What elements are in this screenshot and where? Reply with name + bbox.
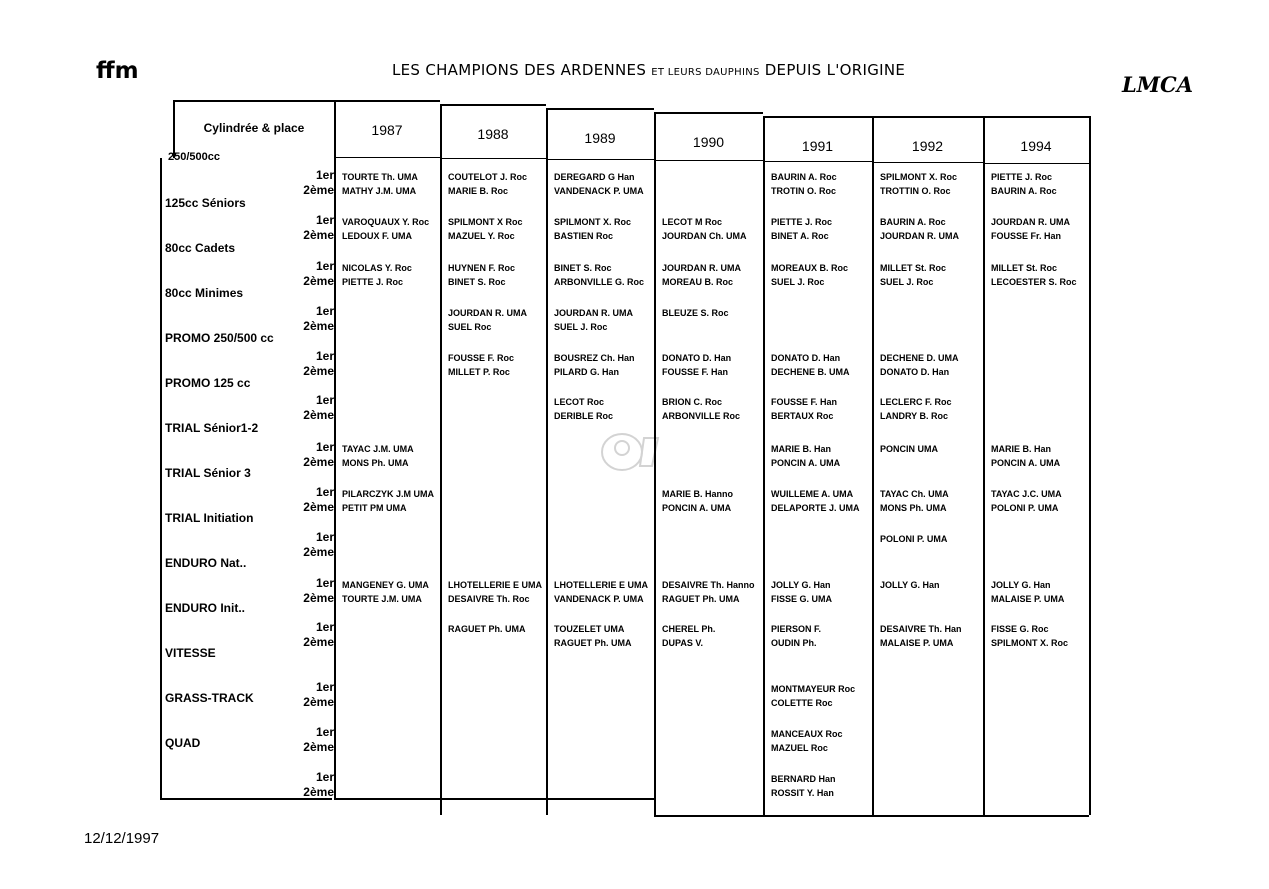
- result-second: ROSSIT Y. Han: [771, 788, 834, 798]
- result-second: OUDIN Ph.: [771, 638, 817, 648]
- result-first: DONATO D. Han: [771, 353, 841, 363]
- result-second: MARIE B. Roc: [448, 186, 509, 196]
- result-second: DECHENE B. UMA: [771, 367, 850, 377]
- result-first: SPILMONT X. Roc: [554, 217, 632, 227]
- place-first: 1er: [315, 725, 334, 739]
- category-label: TRIAL Sénior1-2: [165, 421, 259, 435]
- place-second: 2ème: [303, 695, 334, 709]
- result-first: JOURDAN R. UMA: [991, 217, 1071, 227]
- result-second: PONCIN A. UMA: [771, 458, 841, 468]
- column-divider: [763, 116, 765, 815]
- column-divider: [334, 100, 336, 798]
- result-second: BERTAUX Roc: [771, 411, 834, 421]
- category-label: VITESSE: [165, 646, 216, 660]
- result-first: LECOT Roc: [554, 397, 605, 407]
- year-header-1988: 1988: [477, 126, 509, 142]
- header-bottom-border: [546, 159, 654, 160]
- column-divider: [440, 104, 442, 815]
- result-first: MONTMAYEUR Roc: [771, 684, 856, 694]
- result-first: TAYAC Ch. UMA: [880, 489, 949, 499]
- place-first: 1er: [315, 440, 334, 454]
- result-second: PETIT PM UMA: [342, 503, 407, 513]
- result-first: LHOTELLERIE E UMA: [448, 580, 542, 590]
- result-first: POLONI P. UMA: [880, 534, 948, 544]
- result-first: PIETTE J. Roc: [771, 217, 833, 227]
- place-first: 1er: [315, 213, 334, 227]
- result-first: PONCIN UMA: [880, 444, 938, 454]
- column-top-border: [763, 116, 872, 118]
- column-bottom-border: [334, 798, 440, 800]
- category-label: PROMO 125 cc: [165, 376, 251, 390]
- category-label: 250/500cc: [168, 151, 220, 163]
- result-first: FOUSSE F. Han: [771, 397, 838, 407]
- header-bottom-border: [872, 162, 983, 163]
- result-second: LECOESTER S. Roc: [991, 277, 1077, 287]
- result-second: MONS Ph. UMA: [342, 458, 409, 468]
- result-first: JOURDAN R. UMA: [448, 308, 528, 318]
- table-right-border: [1089, 116, 1091, 815]
- result-second: MALAISE P. UMA: [991, 594, 1065, 604]
- result-second: BAURIN A. Roc: [991, 186, 1057, 196]
- result-first: PILARCZYK J.M UMA: [342, 489, 434, 499]
- place-second: 2ème: [303, 635, 334, 649]
- place-first: 1er: [315, 485, 334, 499]
- result-first: DONATO D. Han: [662, 353, 732, 363]
- column-top-border: [654, 112, 763, 114]
- result-first: MARIE B. Han: [991, 444, 1052, 454]
- result-second: BINET A. Roc: [771, 231, 829, 241]
- result-second: BASTIEN Roc: [554, 231, 614, 241]
- result-first: TAYAC J.M. UMA: [342, 444, 414, 454]
- column-bottom-border: [872, 815, 983, 817]
- result-first: JOLLY G. Han: [991, 580, 1051, 590]
- result-second: DERIBLE Roc: [554, 411, 614, 421]
- result-second: FISSE G. UMA: [771, 594, 833, 604]
- result-first: SPILMONT X Roc: [448, 217, 523, 227]
- category-label: TRIAL Initiation: [165, 511, 254, 525]
- header-bottom-border: [440, 158, 546, 159]
- watermark-seal-icon: [592, 428, 672, 476]
- result-second: FOUSSE F. Han: [662, 367, 729, 377]
- result-first: NICOLAS Y. Roc: [342, 263, 412, 273]
- place-first: 1er: [315, 576, 334, 590]
- result-second: DESAIVRE Th. Roc: [448, 594, 530, 604]
- result-second: VANDENACK P. UMA: [554, 594, 644, 604]
- result-first: COUTELOT J. Roc: [448, 172, 528, 182]
- result-first: DESAIVRE Th. Hanno: [662, 580, 755, 590]
- result-first: MARIE B. Hanno: [662, 489, 733, 499]
- result-second: SUEL Roc: [448, 322, 492, 332]
- result-second: SUEL J. Roc: [554, 322, 608, 332]
- place-second: 2ème: [303, 183, 334, 197]
- place-first: 1er: [315, 349, 334, 363]
- result-first: MANCEAUX Roc: [771, 729, 843, 739]
- result-second: RAGUET Ph. UMA: [554, 638, 632, 648]
- year-header-1992: 1992: [911, 138, 944, 154]
- ffm-logo: ffm: [96, 58, 139, 84]
- result-second: PONCIN A. UMA: [991, 458, 1061, 468]
- year-header-1991: 1991: [801, 138, 834, 154]
- result-first: DEREGARD G Han: [554, 172, 635, 182]
- title-end: DEPUIS L'ORIGINE: [764, 61, 906, 79]
- category-label: 80cc Minimes: [165, 286, 244, 300]
- result-second: VANDENACK P. UMA: [554, 186, 644, 196]
- result-first: BRION C. Roc: [662, 397, 723, 407]
- result-first: TOUZELET UMA: [554, 624, 625, 634]
- result-second: ARBONVILLE G. Roc: [554, 277, 645, 287]
- result-first: PIERSON F.: [771, 624, 822, 634]
- result-first: BLEUZE S. Roc: [662, 308, 729, 318]
- result-second: RAGUET Ph. UMA: [662, 594, 740, 604]
- result-second: SPILMONT X. Roc: [991, 638, 1069, 648]
- place-second: 2ème: [303, 500, 334, 514]
- place-first: 1er: [315, 620, 334, 634]
- result-second: JOURDAN Ch. UMA: [662, 231, 747, 241]
- year-header-1994: 1994: [1020, 138, 1052, 154]
- result-second: TOURTE J.M. UMA: [342, 594, 422, 604]
- place-second: 2ème: [303, 228, 334, 242]
- place-first: 1er: [315, 259, 334, 273]
- column-bottom-border: [546, 798, 654, 800]
- title-main: LES CHAMPIONS DES ARDENNES: [392, 61, 647, 79]
- column-bottom-border: [654, 815, 763, 817]
- column-divider: [983, 116, 985, 815]
- category-label: PROMO 250/500 cc: [165, 331, 274, 345]
- result-first: BAURIN A. Roc: [880, 217, 946, 227]
- place-first: 1er: [315, 770, 334, 784]
- result-first: MILLET St. Roc: [991, 263, 1057, 273]
- result-second: MAZUEL Y. Roc: [448, 231, 515, 241]
- result-first: BINET S. Roc: [554, 263, 612, 273]
- result-first: MANGENEY G. UMA: [342, 580, 429, 590]
- result-first: RAGUET Ph. UMA: [448, 624, 526, 634]
- result-second: DUPAS V.: [662, 638, 704, 648]
- result-second: MOREAU B. Roc: [662, 277, 734, 287]
- column-top-border: [440, 104, 546, 106]
- result-second: PONCIN A. UMA: [662, 503, 732, 513]
- result-second: MAZUEL Roc: [771, 743, 828, 753]
- result-first: MILLET St. Roc: [880, 263, 946, 273]
- place-second: 2ème: [303, 408, 334, 422]
- header-bottom-border: [763, 161, 872, 162]
- column-divider: [654, 112, 656, 815]
- result-first: JOURDAN R. UMA: [554, 308, 634, 318]
- category-label: ENDURO Nat..: [165, 556, 247, 570]
- column-divider: [872, 116, 874, 815]
- column-top-border: [983, 116, 1089, 118]
- result-second: POLONI P. UMA: [991, 503, 1059, 513]
- result-second: LEDOUX F. UMA: [342, 231, 413, 241]
- result-first: PIETTE J. Roc: [991, 172, 1053, 182]
- result-second: DELAPORTE J. UMA: [771, 503, 860, 513]
- result-first: MARIE B. Han: [771, 444, 832, 454]
- column-bottom-border: [983, 815, 1089, 817]
- place-second: 2ème: [303, 319, 334, 333]
- result-first: FISSE G. Roc: [991, 624, 1049, 634]
- table-header-top-border: [173, 100, 335, 102]
- result-second: JOURDAN R. UMA: [880, 231, 960, 241]
- column-top-border: [872, 116, 983, 118]
- result-first: TAYAC J.C. UMA: [991, 489, 1062, 499]
- result-first: FOUSSE F. Roc: [448, 353, 515, 363]
- result-second: BINET S. Roc: [448, 277, 506, 287]
- year-header-1990: 1990: [692, 134, 725, 150]
- category-label: 125cc Séniors: [165, 196, 246, 210]
- result-first: SPILMONT X. Roc: [880, 172, 958, 182]
- result-first: WUILLEME A. UMA: [771, 489, 854, 499]
- place-first: 1er: [315, 168, 334, 182]
- result-first: DESAIVRE Th. Han: [880, 624, 962, 634]
- result-first: LHOTELLERIE E UMA: [554, 580, 648, 590]
- category-label: 80cc Cadets: [165, 241, 236, 255]
- place-second: 2ème: [303, 591, 334, 605]
- header-bottom-border: [654, 160, 763, 161]
- result-first: HUYNEN F. Roc: [448, 263, 516, 273]
- category-label: ENDURO Init..: [165, 601, 245, 615]
- column-bottom-border: [440, 798, 546, 800]
- result-second: TROTTIN O. Roc: [880, 186, 951, 196]
- result-first: DECHENE D. UMA: [880, 353, 959, 363]
- result-first: MOREAUX B. Roc: [771, 263, 849, 273]
- result-first: BOUSREZ Ch. Han: [554, 353, 635, 363]
- result-first: BAURIN A. Roc: [771, 172, 837, 182]
- result-second: MONS Ph. UMA: [880, 503, 947, 513]
- result-first: BERNARD Han: [771, 774, 836, 784]
- result-second: MILLET P. Roc: [448, 367, 510, 377]
- header-bottom-border: [983, 163, 1089, 164]
- result-first: JOURDAN R. UMA: [662, 263, 742, 273]
- result-first: LECOT M Roc: [662, 217, 722, 227]
- lmca-logo: LMCA: [1122, 72, 1194, 97]
- place-second: 2ème: [303, 274, 334, 288]
- result-second: SUEL J. Roc: [771, 277, 825, 287]
- category-label: GRASS-TRACK: [165, 691, 254, 705]
- place-first: 1er: [315, 530, 334, 544]
- result-second: COLETTE Roc: [771, 698, 833, 708]
- result-second: FOUSSE Fr. Han: [991, 231, 1062, 241]
- corner-header: Cylindrée & place: [203, 121, 305, 135]
- page-title: [392, 61, 905, 79]
- place-first: 1er: [315, 393, 334, 407]
- title-sub: ET LEURS DAUPHINS: [651, 67, 760, 78]
- result-second: PILARD G. Han: [554, 367, 620, 377]
- column-top-border: [334, 100, 440, 102]
- column-bottom-border: [763, 815, 872, 817]
- result-second: ARBONVILLE Roc: [662, 411, 741, 421]
- place-second: 2ème: [303, 545, 334, 559]
- table-left-border: [160, 158, 162, 800]
- result-first: JOLLY G. Han: [771, 580, 831, 590]
- place-second: 2ème: [303, 740, 334, 754]
- print-date: 12/12/1997: [84, 830, 160, 847]
- year-header-1987: 1987: [371, 122, 403, 138]
- place-first: 1er: [315, 304, 334, 318]
- column-divider: [546, 108, 548, 815]
- header-bottom-border: [334, 157, 440, 158]
- result-first: LECLERC F. Roc: [880, 397, 952, 407]
- year-header-1989: 1989: [584, 130, 616, 146]
- place-first: 1er: [315, 680, 334, 694]
- result-second: PIETTE J. Roc: [342, 277, 404, 287]
- category-label: QUAD: [165, 736, 201, 750]
- result-second: SUEL J. Roc: [880, 277, 934, 287]
- place-second: 2ème: [303, 455, 334, 469]
- category-label: TRIAL Sénior 3: [165, 466, 251, 480]
- result-second: MATHY J.M. UMA: [342, 186, 417, 196]
- result-second: LANDRY B. Roc: [880, 411, 949, 421]
- result-first: CHEREL Ph.: [662, 624, 716, 634]
- result-first: JOLLY G. Han: [880, 580, 940, 590]
- result-first: TOURTE Th. UMA: [342, 172, 418, 182]
- result-second: MALAISE P. UMA: [880, 638, 954, 648]
- result-first: VAROQUAUX Y. Roc: [342, 217, 430, 227]
- place-second: 2ème: [303, 785, 334, 799]
- result-second: TROTIN O. Roc: [771, 186, 836, 196]
- place-second: 2ème: [303, 364, 334, 378]
- column-top-border: [546, 108, 654, 110]
- result-second: DONATO D. Han: [880, 367, 950, 377]
